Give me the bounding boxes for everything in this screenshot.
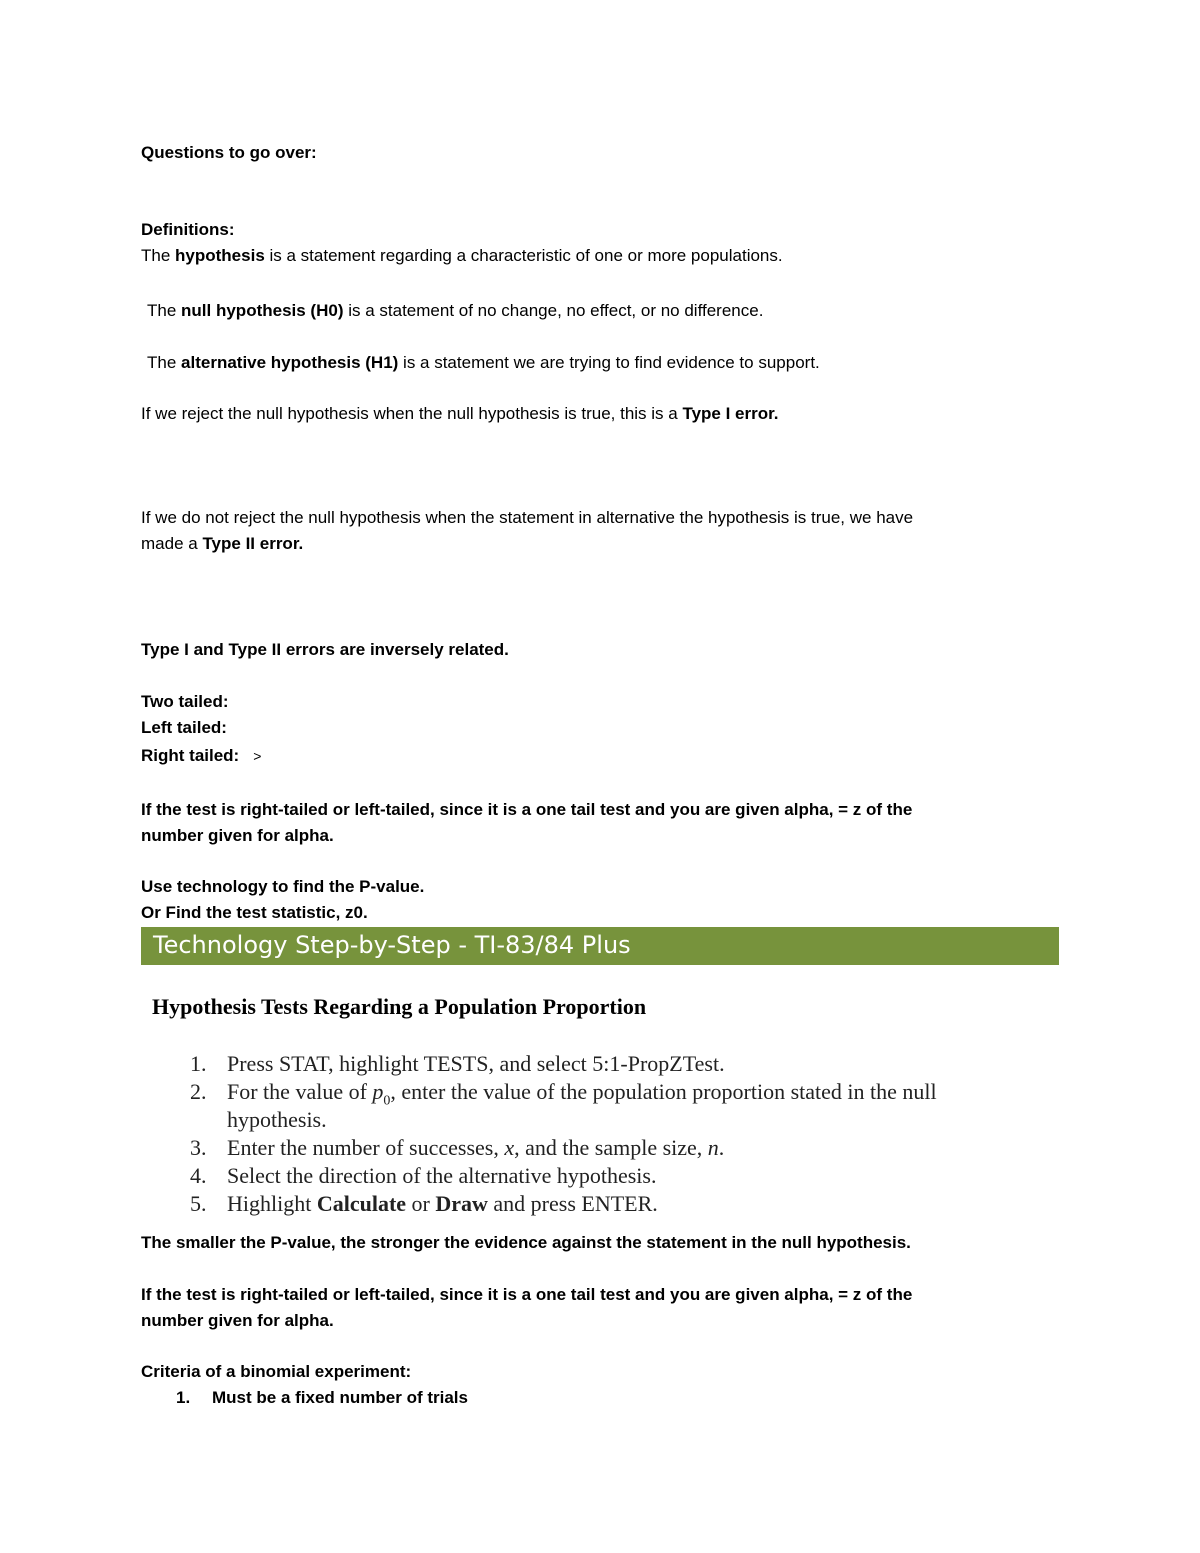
alternative-hypothesis-definition: The alternative hypothesis (H1) is a statement we are trying to find evidence to support. <box>147 353 820 372</box>
ti-step: 2. For the value of $p_0$, enter the value of the population proportion stated in the null <box>190 1079 937 1109</box>
hypothesis-definition: The hypothesis is a statement regarding a characteristic of one or more populations. <box>141 246 783 265</box>
null-hypothesis-definition: The null hypothesis (H0) is a statement of no change, no effect, or no difference. <box>147 301 764 320</box>
type-one-error-definition: If we reject the null hypothesis when the null hypothesis is true, this is a Type I error. <box>141 404 779 423</box>
type-two-error-line-1: If we do not reject the null hypothesis when the statement in alternative the hypothesis is true, we have <box>141 508 914 527</box>
questions-title: Questions to go over: <box>141 143 317 162</box>
one-tail-note-2-line-2: number given for alpha. <box>141 1311 334 1330</box>
smaller-p-value-note: The smaller the P-value, the stronger the evidence against the statement in the null hypothesis. <box>141 1233 911 1252</box>
technology-test-statistic: Or Find the test statistic, z0. <box>141 903 368 922</box>
one-tail-note-line-1: If the test is right-tailed or left-tailed, since it is a one tail test and you are given alpha, = z of the <box>141 800 913 819</box>
one-tail-note-line-2: number given for alpha. <box>141 826 334 845</box>
ti-step: 1. Press STAT, highlight TESTS, and select 5:1-PropZTest. <box>190 1051 725 1076</box>
definitions-title: Definitions: <box>141 220 235 239</box>
ti-banner-title: Technology Step-by-Step - TI-83/84 Plus <box>153 931 631 959</box>
greater-than-symbol: > <box>253 748 262 764</box>
list-item: 1. Must be a fixed number of trials <box>176 1388 468 1407</box>
two-tailed-label: Two tailed: <box>141 692 229 711</box>
ti-heading: Hypothesis Tests Regarding a Population Proportion <box>152 994 647 1019</box>
ti-step: 3. Enter the number of successes, x, and the sample size, n. <box>190 1135 725 1160</box>
technology-p-value: Use technology to find the P-value. <box>141 877 425 896</box>
ti-banner <box>141 927 1059 965</box>
inverse-relation-note: Type I and Type II errors are inversely related. <box>141 640 509 659</box>
right-tailed-label: Right tailed: > <box>141 746 262 765</box>
ti-step: 4. Select the direction of the alternative hypothesis. <box>190 1163 657 1188</box>
ti-step: 5. Highlight Calculate or Draw and press ENTER. <box>190 1191 658 1216</box>
ti-step-continuation: hypothesis. <box>227 1107 327 1132</box>
type-two-error-line-2: made a Type II error. <box>141 534 304 553</box>
binomial-criteria-title: Criteria of a binomial experiment: <box>141 1362 412 1381</box>
one-tail-note-2-line-1: If the test is right-tailed or left-tailed, since it is a one tail test and you are given alpha, = z of the <box>141 1285 913 1304</box>
left-tailed-label: Left tailed: <box>141 718 227 737</box>
